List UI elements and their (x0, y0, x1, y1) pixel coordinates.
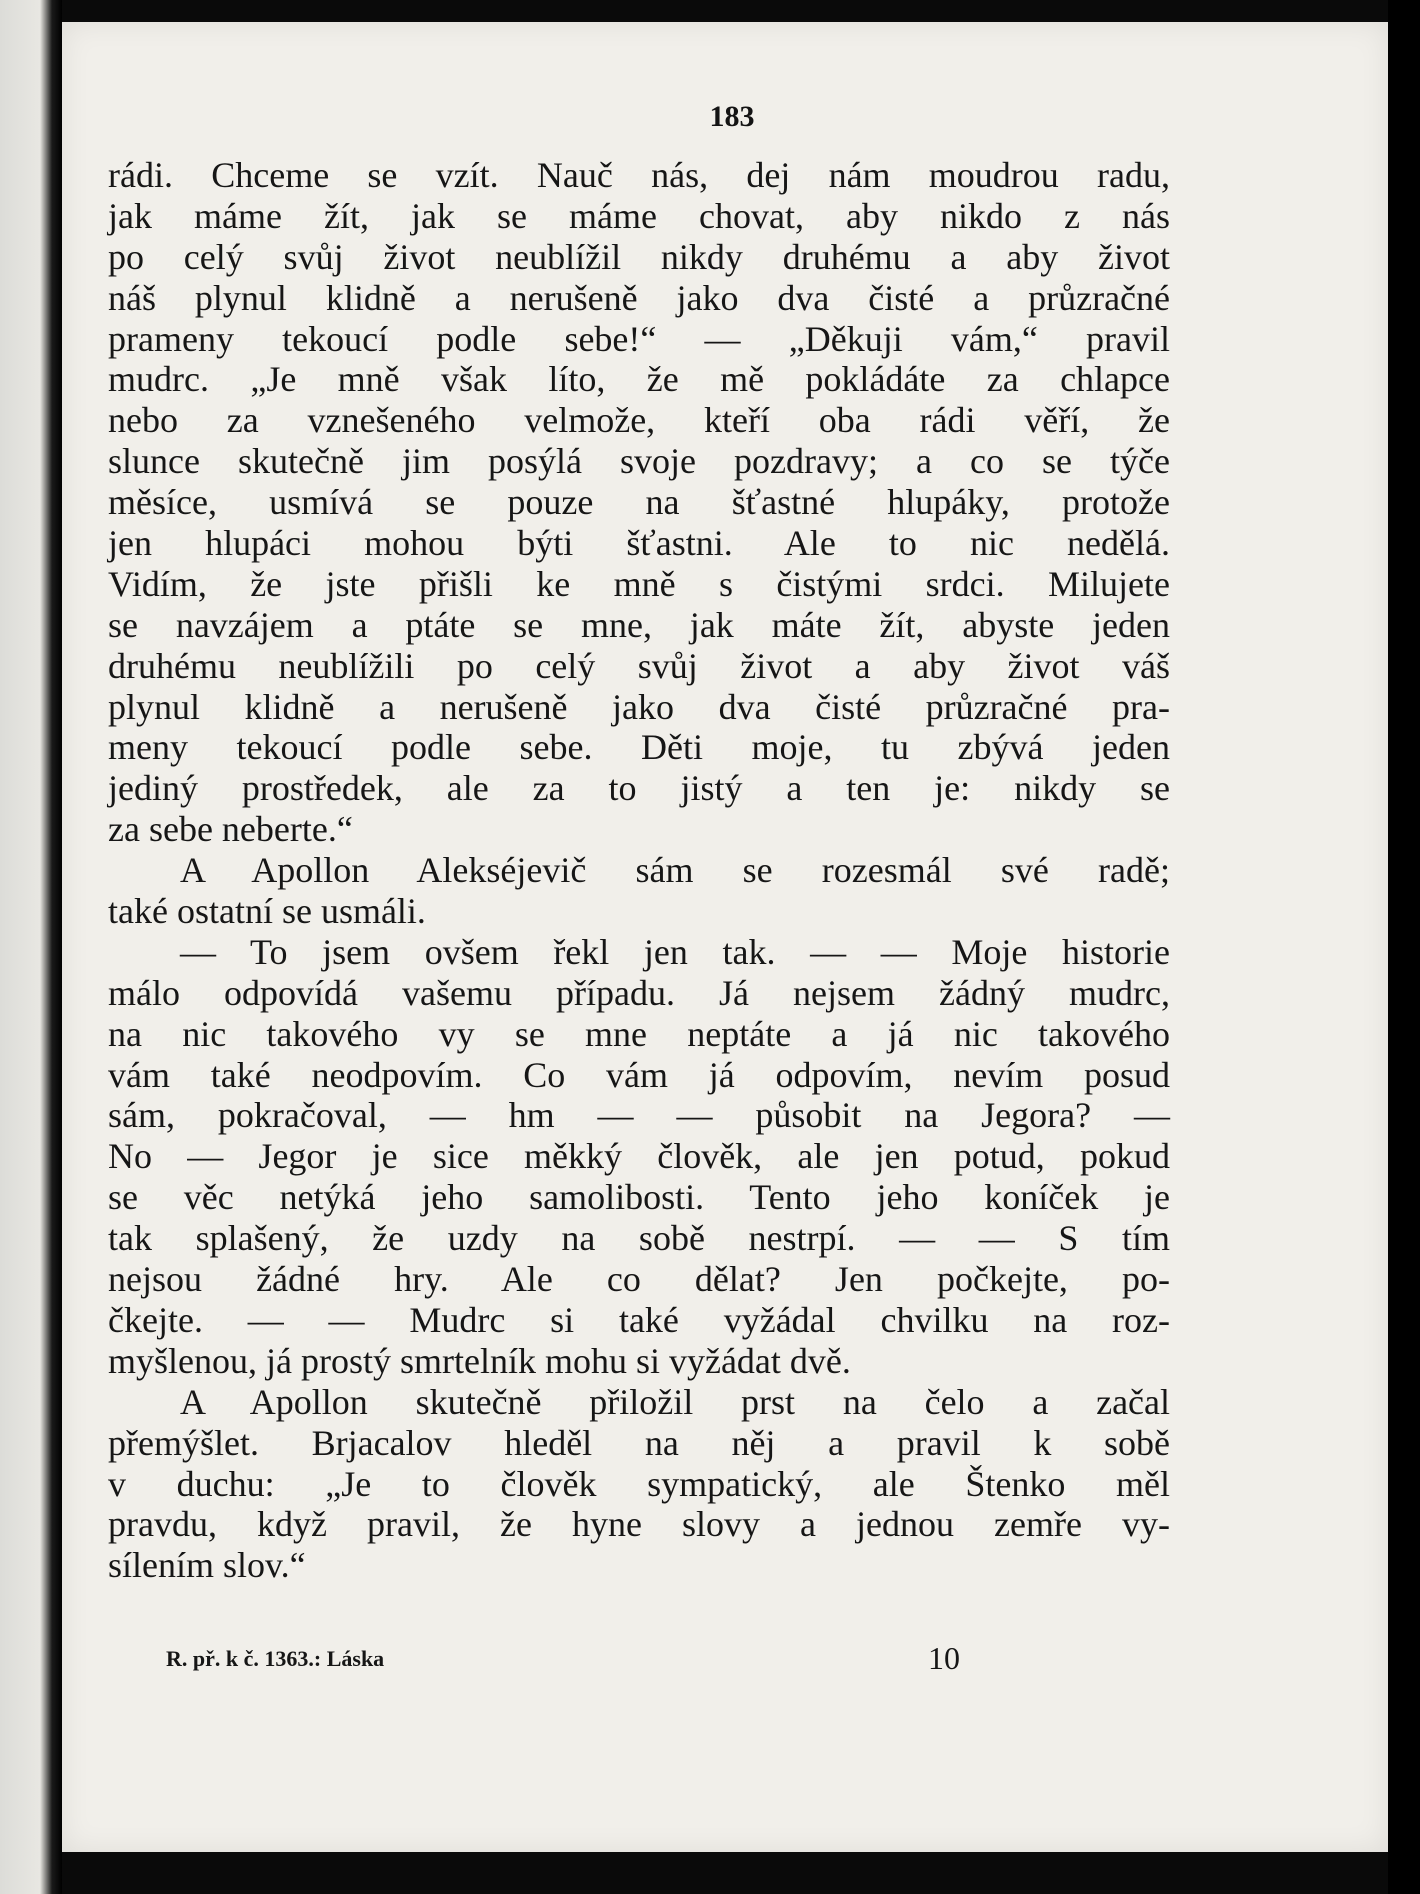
text-line: po celý svůj život neublížil nikdy druhému a aby život (108, 236, 1170, 277)
page-footer (108, 1640, 1170, 1680)
text-line: jak máme žít, jak se máme chovat, aby nikdo z nás (108, 195, 1170, 236)
text-line: měsíce, usmívá se pouze na šťastné hlupáky, protože (108, 482, 1170, 523)
text-line: v duchu: „Je to člověk sympatický, ale Štenko měl (108, 1463, 1170, 1504)
text-line: prameny tekoucí podle sebe!“ — „Děkuji vám,“ pravil (108, 318, 1170, 359)
text-line: nebo za vznešeného velmože, kteří oba rádi věří, že (108, 400, 1170, 441)
text-line: slunce skutečně jim posýlá svoje pozdravy; a co se týče (108, 441, 1170, 482)
page-number: 183 (709, 100, 755, 133)
text-line: myšlenou, já prostý smrtelník mohu si vyžádat dvě. (108, 1340, 851, 1381)
text-line: náš plynul klidně a nerušeně jako dva čisté a průzračné (108, 277, 1170, 318)
text-line: čkejte. — — Mudrc si také vyžádal chvilku na roz- (108, 1299, 1170, 1340)
text-line: A Apollon skutečně přiložil prst na čelo a začal (180, 1381, 1170, 1422)
text-line: vám také neodpovím. Co vám já odpovím, nevím posud (108, 1054, 1170, 1095)
text-line: na nic takového vy se mne neptáte a já nic takového (108, 1013, 1170, 1054)
text-line: se věc netýká jeho samolibosti. Tento jeho koníček je (108, 1177, 1170, 1218)
text-line: tak splašený, že uzdy na sobě nestrpí. — — S tím (108, 1218, 1170, 1259)
text-line: za sebe neberte.“ (108, 809, 353, 850)
sheet-number: 10 (928, 1640, 960, 1676)
text-line: mudrc. „Je mně však líto, že mě pokládáte za chlapce (108, 359, 1170, 400)
facing-page-edge (0, 0, 62, 1894)
printer-signature: R. př. k č. 1363.: Láska (166, 1646, 385, 1671)
text-line: pravdu, když pravil, že hyne slovy a jednou zemře vy- (108, 1504, 1170, 1545)
text-line: No — Jegor je sice měkký člověk, ale jen potud, pokud (108, 1136, 1170, 1177)
text-line: málo odpovídá vašemu případu. Já nejsem žádný mudrc, (108, 972, 1170, 1013)
text-line: nejsou žádné hry. Ale co dělat? Jen počkejte, po- (108, 1259, 1170, 1300)
text-line: plynul klidně a nerušeně jako dva čisté průzračné pra- (108, 686, 1170, 727)
text-line: přemýšlet. Brjacalov hleděl na něj a pravil k sobě (108, 1422, 1170, 1463)
text-line: se navzájem a ptáte se mne, jak máte žít, abyste jeden (108, 604, 1170, 645)
text-line: A Apollon Alekséjevič sám se rozesmál své radě; (180, 850, 1170, 891)
text-line: jediný prostředek, ale za to jistý a ten je: nikdy se (108, 768, 1170, 809)
text-line: také ostatní se usmáli. (108, 891, 426, 932)
text-line: meny tekoucí podle sebe. Děti moje, tu zbývá jeden (108, 727, 1170, 768)
text-line: — To jsem ovšem řekl jen tak. — — Moje historie (180, 931, 1170, 972)
text-line: druhému neublížili po celý svůj život a aby život váš (108, 645, 1170, 686)
text-line: rádi. Chceme se vzít. Nauč nás, dej nám moudrou radu, (108, 155, 1170, 195)
text-line: sám, pokračoval, — hm — — působit na Jegora? — (108, 1095, 1170, 1136)
body-text (108, 155, 1170, 1586)
text-line: jen hlupáci mohou býti šťastni. Ale to nic nedělá. (108, 523, 1170, 564)
right-scan-border (1388, 0, 1420, 1894)
text-line: Vidím, že jste přišli ke mně s čistými srdci. Milujete (108, 563, 1170, 604)
text-line: sílením slov.“ (108, 1545, 306, 1586)
